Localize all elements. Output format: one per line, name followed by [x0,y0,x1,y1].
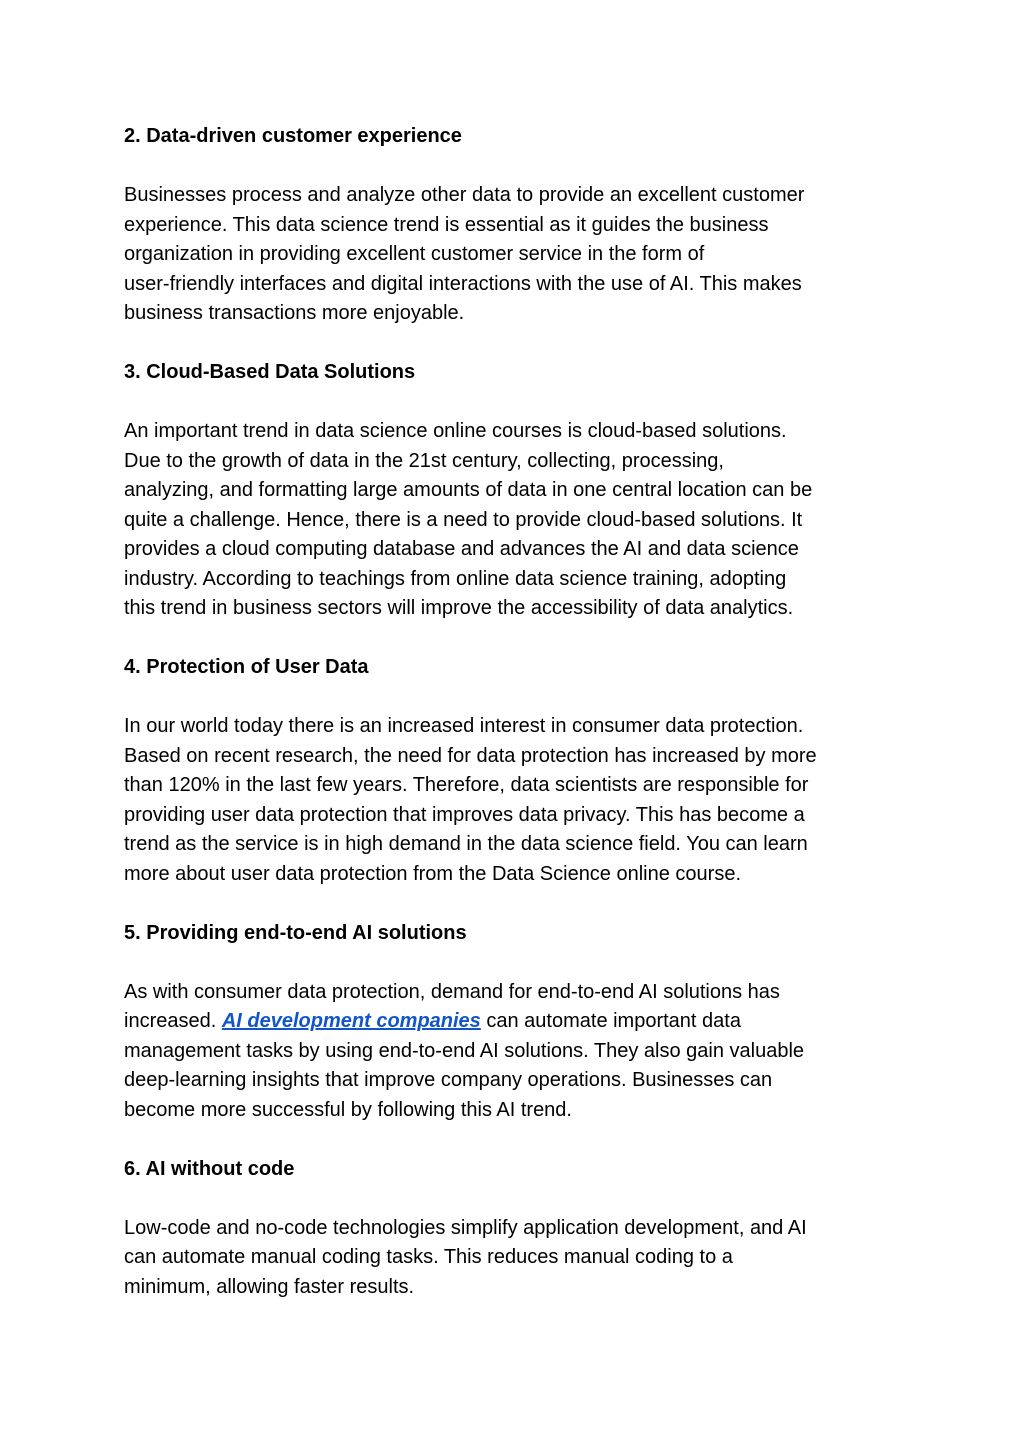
text-line: Businesses process and analyze other data to provide an excellent customer [124,184,805,206]
text-line: than 120% in the last few years. Therefore, data scientists are responsible for [124,774,809,796]
text-line: Low-code and no-code technologies simplify application development, and AI [124,1216,807,1239]
text-line: providing user data protection that improves data privacy. This has become a [124,803,805,826]
text-line: In our world today there is an increased interest in consumer data protection. [124,715,804,737]
paragraph-customer-experience [124,181,914,329]
text-line: deep-learning insights that improve company operations. Businesses can [124,1069,773,1091]
text-fragment: increased. [124,1010,222,1032]
paragraph-end-to-end-ai [124,978,914,1126]
text-line: organization in providing excellent customer service in the form of [124,243,705,265]
text-line: Based on recent research, the need for data protection has increased by more [124,744,817,767]
text-line: business transactions more enjoyable. [124,302,465,324]
text-line: Due to the growth of data in the 21st century, collecting, processing, [124,449,724,472]
text-line: experience. This data science trend is essential as it guides the business [124,213,769,236]
section-heading-cloud-solutions: 3. Cloud-Based Data Solutions [124,361,416,383]
section-heading-end-to-end-ai: 5. Providing end-to-end AI solutions [124,921,467,944]
text-line: user-friendly interfaces and digital interactions with the use of AI. This makes [124,272,802,295]
text-line: provides a cloud computing database and advances the AI and data science [124,538,799,560]
text-line: As with consumer data protection, demand for end-to-end AI solutions has [124,980,780,1003]
paragraph-cloud-solutions [124,417,914,624]
document-page [124,122,914,1332]
section-heading-user-data-protection: 4. Protection of User Data [124,656,369,678]
section-heading-customer-experience: 2. Data-driven customer experience [124,125,462,147]
paragraph-ai-without-code [124,1214,914,1303]
text-line: quite a challenge. Hence, there is a need to provide cloud-based solutions. It [124,508,803,531]
text-line-with-link [124,1007,914,1037]
text-line: analyzing, and formatting large amounts of data in one central location can be [124,479,813,501]
text-line: management tasks by using end-to-end AI solutions. They also gain valuable [124,1039,805,1062]
text-line: become more successful by following this AI trend. [124,1098,572,1121]
section-heading-ai-without-code: 6. AI without code [124,1157,295,1180]
text-line: trend as the service is in high demand in the data science field. You can learn [124,833,808,855]
text-line: this trend in business sectors will improve the accessibility of data analytics. [124,597,794,619]
text-line: can automate manual coding tasks. This reduces manual coding to a [124,1246,733,1268]
text-line: minimum, allowing faster results. [124,1275,415,1298]
text-fragment: can automate important data [480,1010,741,1032]
text-line: more about user data protection from the Data Science online course. [124,862,742,885]
ai-development-companies-link[interactable]: AI development companies [221,1010,481,1032]
text-line: An important trend in data science online courses is cloud-based solutions. [124,420,787,442]
text-line: industry. According to teachings from online data science training, adopting [124,567,787,590]
paragraph-user-data-protection [124,712,914,889]
